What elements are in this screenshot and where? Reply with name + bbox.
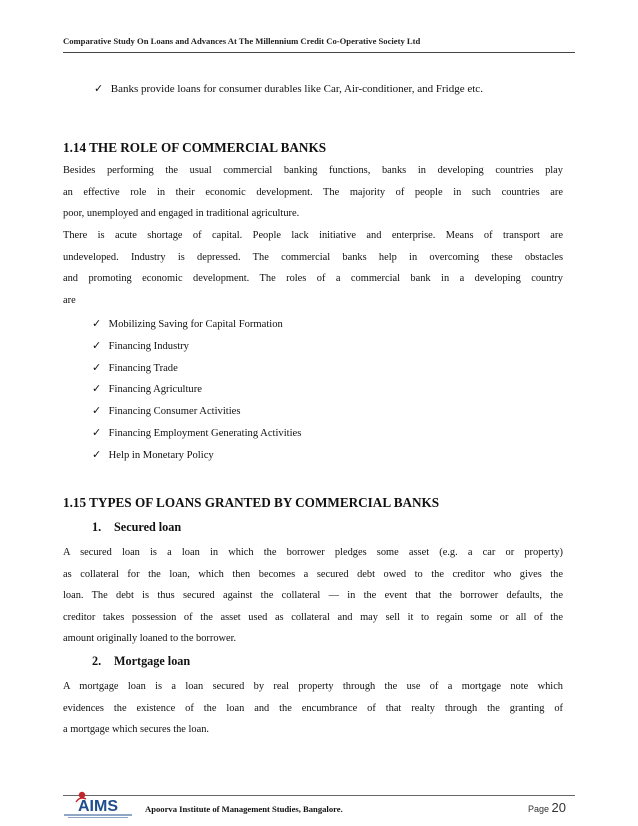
subheading-mortgage-loan <box>92 654 190 669</box>
paragraph-role-intro <box>63 160 563 225</box>
list-item: ✓ Financing Trade <box>92 357 301 379</box>
aims-logo <box>62 790 134 820</box>
list-item: ✓ Mobilizing Saving for Capital Formation <box>92 313 301 335</box>
paragraph-line: a mortgage which secures the loan. <box>63 724 209 736</box>
footer-rule <box>63 795 575 796</box>
paragraph-line: and promoting economic development. The roles of a commercial bank in a developing country <box>63 273 563 285</box>
paragraph-secured-loan <box>63 542 563 650</box>
subheading-title: Secured loan <box>114 520 182 534</box>
paragraph-capital-shortage <box>63 225 563 311</box>
paragraph-line: are <box>63 294 76 306</box>
running-header: Comparative Study On Loans and Advances At The Millennium Credit Co-Operative Society Ltd <box>63 36 421 46</box>
paragraph-line: loan. The debt is thus secured against the collateral — in the event that the borrower defaults, the <box>63 590 563 602</box>
header-rule <box>63 52 575 53</box>
paragraph-mortgage-loan <box>63 676 563 741</box>
roles-checklist <box>92 313 301 466</box>
checkmark-icon: ✓ <box>94 82 104 95</box>
subheading-number: 2. <box>92 654 102 668</box>
subheading-secured-loan <box>92 520 181 535</box>
footer-page-number <box>528 800 566 815</box>
list-item: ✓ Financing Industry <box>92 335 301 357</box>
subheading-number: 1. <box>92 520 102 534</box>
checkmark-icon: ✓ <box>92 425 102 439</box>
paragraph-line: undeveloped. Industry is depressed. The commercial banks help in overcoming these obstacles <box>63 251 563 263</box>
logo-wordmark: AIMS <box>78 798 118 815</box>
top-bullet-item <box>94 82 483 95</box>
top-bullet-text: Banks provide loans for consumer durables like Car, Air-conditioner, and Fridge etc. <box>110 83 483 95</box>
list-item: ✓ Financing Agriculture <box>92 378 301 400</box>
page-number: 20 <box>551 800 567 815</box>
paragraph-line: There is acute shortage of capital. People lack initiative and enterprise. Means of transport are <box>63 230 563 241</box>
paragraph-line: amount originally loaned to the borrower. <box>63 633 237 645</box>
list-item: ✓ Financing Employment Generating Activities <box>92 422 301 444</box>
subheading-title: Mortgage loan <box>114 654 191 668</box>
paragraph-line: as collateral for the loan, which then becomes a secured debt owed to the creditor who gives the <box>63 568 563 580</box>
section-heading-1-15: 1.15 TYPES OF LOANS GRANTED BY COMMERCIAL BANKS <box>63 495 440 510</box>
checkmark-icon: ✓ <box>92 382 102 396</box>
section-heading-1-14: 1.14 THE ROLE OF COMMERCIAL BANKS <box>63 140 327 155</box>
paragraph-line: Besides performing the usual commercial banking functions, banks in developing countries play <box>63 165 563 176</box>
checkmark-icon: ✓ <box>92 447 102 461</box>
paragraph-line: creditor takes possession of the asset used as collateral and may sell it to regain some or all of the <box>63 611 563 623</box>
checkmark-icon: ✓ <box>92 360 102 374</box>
list-item: ✓ Help in Monetary Policy <box>92 444 301 466</box>
paragraph-line: evidences the existence of the loan and the encumbrance of that realty through the granting of <box>63 702 563 714</box>
checkmark-icon: ✓ <box>92 338 102 352</box>
paragraph-line: an effective role in their economic development. The majority of people in such countries are <box>63 186 563 198</box>
page-label: Page <box>528 804 550 814</box>
list-item: ✓ Financing Consumer Activities <box>92 400 301 422</box>
paragraph-line: poor, unemployed and engaged in traditional agriculture. <box>63 208 300 220</box>
footer-institute: Apoorva Institute of Management Studies, Bangalore. <box>145 804 343 814</box>
paragraph-line: A secured loan is a loan in which the borrower pledges some asset (e.g. a car or property) <box>63 547 563 558</box>
checkmark-icon: ✓ <box>92 317 102 330</box>
checkmark-icon: ✓ <box>92 404 102 418</box>
paragraph-line: A mortgage loan is a loan secured by real property through the use of a mortgage note which <box>63 681 563 692</box>
